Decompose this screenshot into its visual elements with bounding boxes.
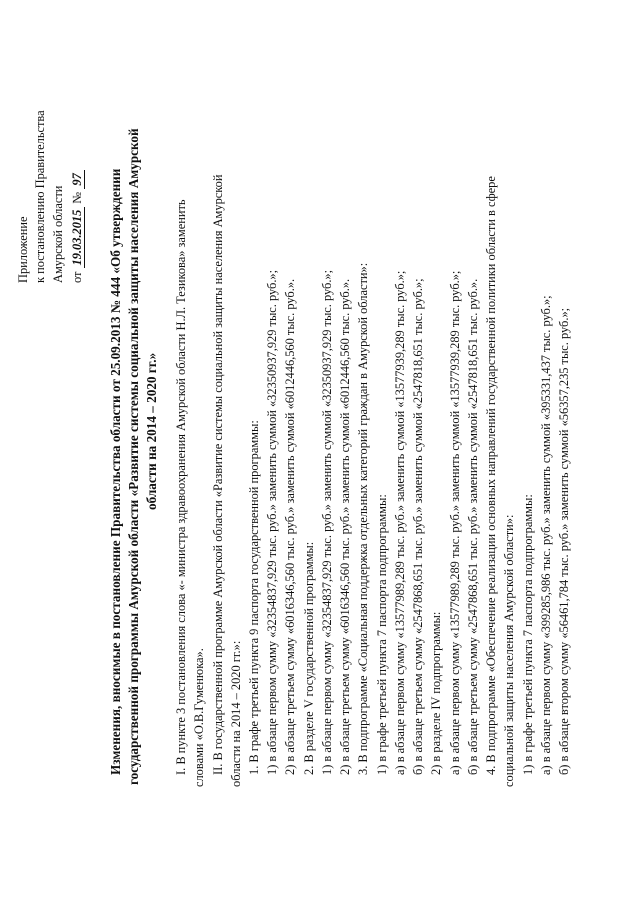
handwritten-date: 19.03.2015 (70, 207, 85, 269)
body-line-14: б) в абзаце третьем сумму «2547868,651 тыс. руб.» заменить суммой «2547818,651 тыс. руб.»; (411, 278, 425, 775)
body-line-15: 2) в разделе IV подпрограммы: (429, 611, 443, 775)
appendix-title: Приложение (16, 216, 30, 283)
body-line-4: области на 2014 – 2020 гг.»: (229, 640, 243, 787)
body-line-21: а) в абзаце первом сумму «399285,986 тыс. руб.» заменить суммой «395331,437 тыс. руб.»; (539, 295, 553, 775)
body-line-11: 3. В подпрограмме «Социальная поддержка отдельных категорий граждан в Амурской области»: (356, 262, 370, 775)
number-prefix: № (70, 191, 84, 204)
body-line-10: 2) в абзаце третьем сумму «6016346,560 тыс. руб.» заменить суммой «6012446,560 тыс. руб.». (338, 278, 352, 775)
body-line-2: словами «О.В.Гуменюка». (192, 648, 206, 787)
date-prefix: от (70, 271, 84, 283)
body-line-13: а) в абзаце первом сумму «13577989,289 тыс. руб.» заменить суммой «13577939,289 тыс. руб.»; (393, 270, 407, 775)
body-line-6: 1) в абзаце первом сумму «32354837,929 тыс. руб.» заменить суммой «32350937,929 тыс. руб.»; (265, 269, 279, 775)
handwritten-number: 97 (70, 170, 85, 188)
body-line-3: II. В государственной программе Амурской области «Развитие системы социальной защиты населения Амурской (211, 174, 225, 775)
heading-line2: государственной программы Амурской области «Развитие системы социальной защиты населения Амурской (126, 128, 141, 785)
body-line-19: социальной защиты населения Амурской области»: (502, 514, 516, 787)
body-line-9: 1) в абзаце первом сумму «32354837,929 тыс. руб.» заменить суммой «32350937,929 тыс. руб.»; (320, 269, 334, 775)
body-line-12: 1) в графе третьей пункта 7 паспорта подпрограммы: (375, 494, 389, 775)
body-line-20: 1) в графе третьей пункта 7 паспорта подпрограммы: (521, 494, 535, 775)
body-line-18: 4. В подпрограмме «Обеспечение реализации основных направлений государственной политики области в сфере (484, 176, 498, 775)
appendix-date-line (70, 170, 85, 283)
body-line-16: а) в абзаце первом сумму «13577989,289 тыс. руб.» заменить суммой «13577939,289 тыс. руб.»; (448, 270, 462, 775)
appendix-line1: к постановлению Правительства (33, 110, 47, 283)
body-line-8: 2. В разделе V государственной программы: (302, 541, 316, 775)
appendix-line2: Амурской области (51, 185, 65, 283)
body-line-7: 2) в абзаце третьем сумму «6016346,560 тыс. руб.» заменить суммой «6012446,560 тыс. руб.». (283, 278, 297, 775)
heading-line3: области на 2014 – 2020 гг.» (144, 352, 159, 510)
body-line-22: б) в абзаце втором сумму «56461,784 тыс. руб.» заменить суммой «56357,235 тыс. руб.»; (557, 307, 571, 775)
body-line-5: 1. В графе третьей пункта 9 паспорта государственной программы: (247, 420, 261, 775)
body-line-1: I. В пункте 3 постановления слова «- министра здравоохранения Амурской области Н.Л. Тезикова» заменить (174, 199, 188, 775)
heading-line1: Изменения, вносимые в постановление Правительства области от 25.09.2013 № 444 «Об утверждении (108, 168, 123, 775)
body-line-17: б) в абзаце третьем сумму «2547868,651 тыс. руб.» заменить суммой «2547818,651 тыс. руб.». (466, 278, 480, 775)
